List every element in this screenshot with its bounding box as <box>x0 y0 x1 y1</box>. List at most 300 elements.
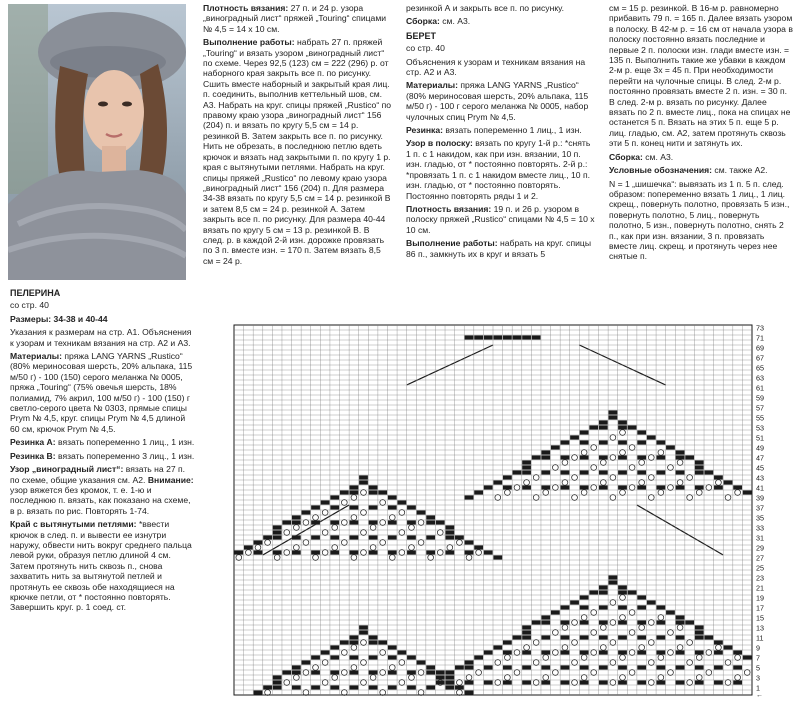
beret-assembly: Сборка: см. А3. <box>609 151 674 162</box>
chart-row-label: 69 <box>756 343 764 353</box>
chart-row-label: 33 <box>756 523 764 533</box>
chart-filled-cell <box>637 680 646 684</box>
chart-filled-cell <box>350 640 359 644</box>
chart-filled-cell <box>618 680 627 684</box>
chart-filled-cell <box>254 690 263 694</box>
beret-work: Выполнение работы: набрать на круг. спицы 86 п., замкнуть их в круг и вязать 5 <box>406 238 591 259</box>
chart-filled-cell <box>503 475 512 479</box>
chart-filled-cell <box>637 620 646 624</box>
chart-filled-cell <box>273 535 282 539</box>
chart-filled-cell <box>676 485 685 489</box>
chart-filled-cell <box>580 485 589 489</box>
chart-filled-cell <box>695 650 704 654</box>
chart-filled-cell <box>474 545 483 549</box>
chart-filled-cell <box>330 685 339 689</box>
legend-bobble: N = 1 „шишечка“: вывязать из 1 п. 5 п. след. образом: попеременно вязать 1 лиц., 1 лиц. скрещ., повернуть полотно, провязать 5 изн., повернуть полотно, 5 лиц., повернуть полотно, 5 изн., повернуть полотно, снять 2 п., как при изн. вязании, 3 п. провязать вместе лиц. скрещ. и протянуть через нее снятые п. <box>609 178 790 262</box>
chart-row-label: 45 <box>756 463 764 473</box>
chart-filled-cell <box>330 495 339 499</box>
chart-filled-cell <box>561 455 570 459</box>
chart-filled-cell <box>714 680 723 684</box>
chart-filled-cell <box>580 595 589 599</box>
chart-row-label: 67 <box>756 353 764 363</box>
chart-filled-cell <box>292 515 301 519</box>
chart-filled-cell <box>350 550 359 554</box>
chart-filled-cell <box>532 455 541 459</box>
chart-filled-cell <box>503 485 512 489</box>
chart-filled-cell <box>695 665 704 669</box>
chart-filled-cell <box>445 525 454 529</box>
chart-filled-cell <box>522 465 531 469</box>
chart-filled-cell <box>541 650 550 654</box>
chart-row-label: 31 <box>756 533 764 543</box>
chart-row-label: 35 <box>756 513 764 523</box>
chart-filled-cell <box>445 550 454 554</box>
chart-filled-cell <box>465 690 474 694</box>
chart-filled-cell <box>618 485 627 489</box>
chart-filled-cell <box>330 645 339 649</box>
chart-filled-cell <box>369 670 378 674</box>
chart-filled-cell <box>330 520 339 524</box>
chart-filled-cell <box>541 485 550 489</box>
chart-filled-cell <box>618 470 627 474</box>
chart-filled-cell <box>580 455 589 459</box>
chart-filled-cell <box>676 635 685 639</box>
chart-filled-cell <box>465 335 474 339</box>
chart-row-label: 17 <box>756 603 764 613</box>
chart-filled-cell <box>407 685 416 689</box>
chart-filled-cell <box>522 665 531 669</box>
chart-filled-cell <box>714 640 723 644</box>
chart-filled-cell <box>628 590 637 594</box>
pelerina-rib-a: Резинка А: вязать попеременно 1 лиц., 1 изн. <box>10 437 195 448</box>
chart-filled-cell <box>522 650 531 654</box>
chart-filled-cell <box>589 590 598 594</box>
chart-filled-cell <box>445 530 454 534</box>
chart-filled-cell <box>637 650 646 654</box>
chart-filled-cell <box>599 585 608 589</box>
pelerina-assembly: Сборка: см. А3. <box>406 16 471 27</box>
chart-filled-cell <box>455 685 464 689</box>
chart-filled-cell <box>273 525 282 529</box>
chart-filled-cell <box>637 635 646 639</box>
chart-filled-cell <box>561 440 570 444</box>
chart-filled-cell <box>685 620 694 624</box>
chart-filled-cell <box>302 660 311 664</box>
chart-filled-cell <box>388 670 397 674</box>
chart-filled-cell <box>350 635 359 639</box>
chart-filled-cell <box>311 670 320 674</box>
chart-filled-cell <box>436 675 445 679</box>
chart-filled-cell <box>704 635 713 639</box>
chart-filled-cell <box>503 640 512 644</box>
beret-work-continued <box>609 3 793 315</box>
chart-filled-cell <box>561 665 570 669</box>
chart-filled-cell <box>637 485 646 489</box>
chart-filled-cell <box>388 685 397 689</box>
chart-row-label: 9 <box>756 643 760 653</box>
chart-row-label: 49 <box>756 443 764 453</box>
chart-filled-cell <box>637 470 646 474</box>
pelerina-density: Плотность вязания: 27 п. и 24 р. узора „виноградный лист“ пряжей „Touring“ спицами № 4,5 = 14 х 10 см. <box>203 3 387 34</box>
chart-filled-cell <box>724 645 733 649</box>
chart-filled-cell <box>244 545 253 549</box>
chart-row-label: 23 <box>756 573 764 583</box>
chart-filled-cell <box>580 470 589 474</box>
pelerina-finish: резинкой А и закрыть все п. по рисунку. <box>406 3 565 13</box>
chart-filled-cell <box>541 680 550 684</box>
chart-filled-cell <box>570 435 579 439</box>
chart-filled-cell <box>637 665 646 669</box>
chart-row-label: 59 <box>756 393 764 403</box>
chart-filled-cell <box>733 680 742 684</box>
chart-filled-cell <box>234 550 243 554</box>
chart-filled-cell <box>599 420 608 424</box>
chart-filled-cell <box>350 505 359 509</box>
chart-filled-cell <box>714 485 723 489</box>
legend: Условные обозначения: см. также А2. <box>609 165 768 176</box>
chart-filled-cell <box>302 510 311 514</box>
chart-filled-cell <box>493 480 502 484</box>
chart-filled-cell <box>541 620 550 624</box>
chart-filled-cell <box>369 535 378 539</box>
chart-filled-cell <box>273 685 282 689</box>
chart-row-label: 57 <box>756 403 764 413</box>
chart-filled-cell <box>484 335 493 339</box>
chart-filled-cell <box>330 535 339 539</box>
chart-filled-cell <box>637 440 646 444</box>
chart-filled-cell <box>388 535 397 539</box>
chart-filled-cell <box>609 410 618 414</box>
pelerina-size-note: Указания к размерам на стр. А1. Объяснения к узорам и техникам вязания на стр. А2 и А3. <box>10 327 192 348</box>
chart-filled-cell <box>455 665 464 669</box>
chart-filled-cell <box>359 625 368 629</box>
chart-filled-cell <box>656 620 665 624</box>
chart-filled-cell <box>656 440 665 444</box>
chart-filled-cell <box>484 665 493 669</box>
pelerina-work: Выполнение работы: набрать 27 п. пряжей „Touring“ и вязать узором „виноградный лист“ по схеме. Через 92,5 (123) см = 222 (296) р. от наборного края закрыть все п. по рисунку. Сшить вместе наборный и закрытый края лиц. п. соединить, выполнив кеттельный шов, см. А3. Набрать на круг. спицы пряжей „Rustico“ по правому краю узора „виноградный лист“ 156 (204) п. и вязать по кругу 5,5 см = 14 р. резинкой В. Затем закрыть все п. по рисунку. Нить не обрезать, в последнюю петлю вдеть крючок и вязать над закрытыми п. по кругу 1 р. края с вытянутыми петлями. Набрать на круг. спицы пряжей „Rustico“ по левому краю узора „виноградный лист“ 156 (204) п. Для размера 34-38 вязать по кругу 5,5 см = 14 р. резинкой В и затем 8,5 см = 24 р. резинкой А. Затем закрыть все п. по рисунку. Для размера 40-44 вязать по кругу 5 см = 13 р. резинкой В. В след. р. в каждой 2-й изн. дорожке провязать по 3 п. вместе изн. = 170 п. Затем вязать 8,5 см = 24 р. <box>203 37 392 266</box>
chart-filled-cell <box>465 550 474 554</box>
chart-filled-cell <box>465 660 474 664</box>
chart-filled-cell <box>580 665 589 669</box>
chart-filled-cell <box>656 635 665 639</box>
chart-filled-cell <box>580 650 589 654</box>
chart-filled-cell <box>522 460 531 464</box>
pelerina-rib-b: Резинка В: вязать попеременно 3 лиц., 1 изн. <box>10 450 195 461</box>
chart-filled-cell <box>618 425 627 429</box>
chart-filled-cell <box>532 620 541 624</box>
chart-filled-cell <box>561 485 570 489</box>
chart-filled-cell <box>561 470 570 474</box>
chart-row-label: 15 <box>756 613 764 623</box>
chart-filled-cell <box>656 680 665 684</box>
chart-row-label: 47 <box>756 453 764 463</box>
chart-filled-cell <box>493 555 502 559</box>
chart-filled-cell <box>263 685 272 689</box>
chart-filled-cell <box>273 675 282 679</box>
chart-filled-cell <box>350 485 359 489</box>
chart-filled-cell <box>474 490 483 494</box>
chart-filled-cell <box>656 455 665 459</box>
chart-row-label: 25 <box>756 563 764 573</box>
chart-filled-cell <box>417 510 426 514</box>
chart-filled-cell <box>330 550 339 554</box>
chart-filled-cell <box>580 440 589 444</box>
chart-filled-cell <box>330 505 339 509</box>
chart-filled-cell <box>350 520 359 524</box>
chart-filled-cell <box>254 550 263 554</box>
chart-filled-cell <box>359 480 368 484</box>
chart-filled-cell <box>350 670 359 674</box>
chart-filled-cell <box>714 475 723 479</box>
chart-filled-cell <box>599 605 608 609</box>
chart-filled-cell <box>474 655 483 659</box>
chart-filled-cell <box>666 610 675 614</box>
chart-filled-cell <box>340 490 349 494</box>
chart-filled-cell <box>282 670 291 674</box>
chart-row-label: 13 <box>756 623 764 633</box>
chart-filled-cell <box>599 650 608 654</box>
chart-filled-cell <box>417 660 426 664</box>
chart-filled-cell <box>676 470 685 474</box>
chart-filled-cell <box>599 425 608 429</box>
chart-filled-cell <box>637 430 646 434</box>
chart-filled-cell <box>436 680 445 684</box>
pelerina-edge: Край с вытянутыми петлями: *ввести крючок в след. п. и вывести ее изнутри наружу, обвести нить вокруг среднего пальца левой руки, образуя петлю длиной 4 см. Затем протянуть нить сквозь п., снова захватить нить за вытянутой петлей и протянуть ее сквозь обе находящиеся на крючке петли, от * постоянно повторять. Завершить круг. р. 1 соед. ст. <box>10 519 192 613</box>
chart-filled-cell <box>580 620 589 624</box>
chart-filled-cell <box>609 415 618 419</box>
chart-filled-cell <box>628 425 637 429</box>
chart-row-label: 51 <box>756 433 764 443</box>
chart-filled-cell <box>551 445 560 449</box>
chart-filled-cell <box>311 685 320 689</box>
chart-filled-cell <box>254 540 263 544</box>
chart-filled-cell <box>541 615 550 619</box>
chart-filled-cell <box>676 620 685 624</box>
chart-filled-cell <box>369 485 378 489</box>
chart-filled-cell <box>561 650 570 654</box>
beret-note: Объяснения к узорам и техникам вязания на стр. А2 и А3. <box>406 56 586 78</box>
pelerina-sizes: Размеры: 34-38 и 40-44 <box>10 313 108 324</box>
chart-row-label: 61 <box>756 383 764 393</box>
chart-filled-cell <box>522 625 531 629</box>
chart-filled-cell <box>724 480 733 484</box>
chart-filled-cell <box>426 535 435 539</box>
chart-filled-cell <box>647 600 656 604</box>
chart-filled-cell <box>676 665 685 669</box>
chart-filled-cell <box>695 485 704 489</box>
chart-filled-cell <box>484 485 493 489</box>
chart-filled-cell <box>350 490 359 494</box>
chart-filled-cell <box>388 550 397 554</box>
chart-filled-cell <box>359 475 368 479</box>
chart-filled-cell <box>263 535 272 539</box>
chart-filled-cell <box>407 655 416 659</box>
chart-filled-cell <box>369 635 378 639</box>
chart-filled-cell <box>599 620 608 624</box>
chart-filled-cell <box>618 665 627 669</box>
chart-filled-cell <box>292 665 301 669</box>
chart-filled-cell <box>311 505 320 509</box>
chart-filled-cell <box>369 640 378 644</box>
chart-filled-cell <box>484 650 493 654</box>
chart-filled-cell <box>580 605 589 609</box>
chart-filled-cell <box>388 655 397 659</box>
pelerina-work-section <box>203 3 393 315</box>
chart-filled-cell <box>484 550 493 554</box>
chart-filled-cell <box>378 490 387 494</box>
chart-filled-cell <box>541 450 550 454</box>
beret-page-ref: со стр. 40 <box>406 43 445 54</box>
chart-filled-cell <box>445 685 454 689</box>
chart-filled-cell <box>599 590 608 594</box>
chart-filled-cell <box>637 455 646 459</box>
chart-filled-cell <box>407 535 416 539</box>
chart-filled-cell <box>397 500 406 504</box>
chart-row-label: 27 <box>756 553 764 563</box>
chart-filled-cell <box>695 635 704 639</box>
chart-grid <box>232 323 778 701</box>
chart-filled-cell <box>465 540 474 544</box>
chart-filled-cell <box>445 680 454 684</box>
chart-filled-cell <box>599 485 608 489</box>
chart-filled-cell <box>561 620 570 624</box>
beret-section <box>406 3 596 315</box>
beret-density: Плотность вязания: 19 п. и 26 р. узором в полоску пряжей „Rustico“ спицами № 4,5 = 10 х 10 см. <box>406 203 595 235</box>
chart-row-label: 65 <box>756 363 764 373</box>
chart-filled-cell <box>330 670 339 674</box>
chart-filled-cell <box>522 680 531 684</box>
chart-filled-cell <box>311 655 320 659</box>
chart-filled-cell <box>637 595 646 599</box>
chart-filled-cell <box>580 680 589 684</box>
chart-filled-cell <box>465 680 474 684</box>
chart-filled-cell <box>541 470 550 474</box>
chart-filled-cell <box>695 470 704 474</box>
chart-filled-cell <box>407 505 416 509</box>
chart-filled-cell <box>743 655 752 659</box>
chart-filled-cell <box>445 535 454 539</box>
chart-row-label: 41 <box>756 483 764 493</box>
chart-filled-cell <box>561 605 570 609</box>
chart-filled-cell <box>388 520 397 524</box>
pelerina-leaf-pattern: Узор „виноградный лист“: вязать на 27 п. по схеме, общие указания см. А2. Внимание: узор вяжется без кромок, т. е. 1-ю и последнюю п. вязать, как показано на схеме, в р. вязать по рис. Повторять 1-74. <box>10 464 194 516</box>
chart-filled-cell <box>340 640 349 644</box>
chart-filled-cell <box>676 450 685 454</box>
chart-filled-cell <box>321 650 330 654</box>
chart-filled-cell <box>714 650 723 654</box>
chart-filled-cell <box>369 505 378 509</box>
chart-filled-cell <box>599 665 608 669</box>
chart-filled-cell <box>666 445 675 449</box>
chart-filled-cell <box>407 520 416 524</box>
chart-filled-cell <box>522 485 531 489</box>
chart-filled-cell <box>369 655 378 659</box>
chart-filled-cell <box>656 485 665 489</box>
chart-filled-cell <box>695 680 704 684</box>
chart-filled-cell <box>311 550 320 554</box>
chart-filled-cell <box>522 335 531 339</box>
chart-row-label: 5 <box>756 663 760 673</box>
chart-filled-cell <box>465 495 474 499</box>
chart-row-label: 29 <box>756 543 764 553</box>
chart-filled-cell <box>292 550 301 554</box>
chart-filled-cell <box>426 665 435 669</box>
chart-filled-cell <box>599 455 608 459</box>
chart-filled-cell <box>743 490 752 494</box>
chart-filled-cell <box>426 520 435 524</box>
chart-filled-cell <box>369 550 378 554</box>
chart-filled-cell <box>445 670 454 674</box>
chart-filled-cell <box>292 670 301 674</box>
chart-filled-cell <box>493 645 502 649</box>
chart-row-label: 43 <box>756 473 764 483</box>
chart-filled-cell <box>695 465 704 469</box>
model-photo <box>8 4 186 280</box>
chart-filled-cell <box>503 335 512 339</box>
chart-row-label: 53 <box>756 423 764 433</box>
chart-filled-cell <box>599 440 608 444</box>
chart-filled-cell <box>388 645 397 649</box>
chart-filled-cell <box>273 680 282 684</box>
chart-filled-cell <box>369 520 378 524</box>
chart-filled-cell <box>426 550 435 554</box>
chart-filled-cell <box>647 435 656 439</box>
chart-row-label: 3 <box>756 673 760 683</box>
chart-filled-cell <box>522 635 531 639</box>
chart-row-label: 21 <box>756 583 764 593</box>
chart-filled-cell <box>618 605 627 609</box>
chart-filled-cell <box>541 635 550 639</box>
knitting-chart <box>232 323 778 701</box>
chart-filled-cell <box>493 335 502 339</box>
chart-filled-cell <box>350 685 359 689</box>
chart-filled-cell <box>503 680 512 684</box>
chart-filled-cell <box>388 505 397 509</box>
chart-row-label: 19 <box>756 593 764 603</box>
pelerina-section <box>10 284 196 704</box>
chart-filled-cell <box>676 680 685 684</box>
chart-filled-cell <box>609 575 618 579</box>
chart-filled-cell <box>465 665 474 669</box>
chart-filled-cell <box>350 535 359 539</box>
chart-filled-cell <box>656 470 665 474</box>
chart-filled-cell <box>676 650 685 654</box>
chart-filled-cell <box>532 335 541 339</box>
chart-filled-cell <box>618 455 627 459</box>
chart-filled-cell <box>618 440 627 444</box>
chart-filled-cell <box>599 635 608 639</box>
chart-filled-cell <box>656 650 665 654</box>
chart-filled-cell <box>292 685 301 689</box>
chart-row-label: 71 <box>756 333 764 343</box>
chart-filled-cell <box>436 670 445 674</box>
model-photo-illustration <box>8 4 186 280</box>
chart-filled-cell <box>397 650 406 654</box>
chart-filled-cell <box>292 520 301 524</box>
chart-filled-cell <box>522 470 531 474</box>
chart-row-label: 11 <box>756 633 764 643</box>
chart-filled-cell <box>676 615 685 619</box>
chart-filled-cell <box>733 485 742 489</box>
chart-filled-cell <box>350 655 359 659</box>
chart-filled-cell <box>273 550 282 554</box>
chart-filled-cell <box>618 585 627 589</box>
beret-work-cont: см = 15 р. резинкой. В 16-м р. равномерно прибавить 79 п. = 165 п. Далее вязать узором в полоску. В 42-м р. = 16 см от начала узора в полоску постоянно вязать последние и первые 2 п. полоски изн. глади вместе изн. = 135 п. Выполнить такие же убавки в каждом 2-м р. еще 3х = 45 п. При необходимости перейти на чулочные спицы. В след. 2-м р. постоянно провязать вместе 2 п. изн. = 30 п. В след. 2-м р. вязать по рисунку. Далее вязать по 2 п. вместе лиц., пока на спицах не останется 5 п. Вязать на этих 5 п. еще 5 р. лиц. гладью, см. А2, затем протянуть сквозь эти 5 п. конец нити и затянуть их. <box>609 3 793 149</box>
chart-filled-cell <box>407 670 416 674</box>
chart-filled-cell <box>513 635 522 639</box>
chart-filled-cell <box>388 495 397 499</box>
chart-filled-cell <box>714 665 723 669</box>
